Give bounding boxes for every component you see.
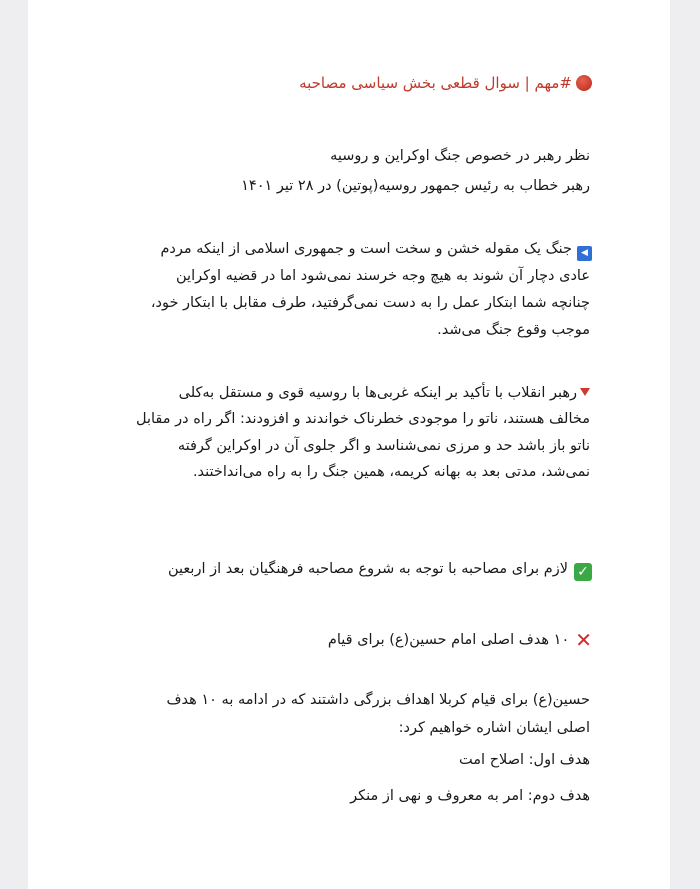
para1-line4: موجب وقوع جنگ می‌شد.: [437, 322, 590, 338]
red-circle-icon: [576, 75, 592, 91]
goal-1: هدف اول: اصلاح امت: [459, 752, 590, 768]
topic-subline: رهبر خطاب به رئیس جمهور روسیه(پوتین) در ۲۸ تیر ۱۴۰۱: [241, 178, 590, 194]
para3-line2: اصلی ایشان اشاره خواهیم کرد:: [398, 720, 590, 736]
green-check-icon: ✓: [574, 563, 592, 581]
check-line: ✓لازم برای مصاحبه با توجه به شروع مصاحبه فرهنگیان بعد از اربعین: [168, 561, 592, 581]
para2-line1: رهبر انقلاب با تأکید بر اینکه غربی‌ها با روسیه قوی و مستقل به‌کلی: [179, 385, 590, 401]
heading: #مهم | سوال قطعی بخش سیاسی مصاحبه: [299, 74, 592, 92]
red-triangle-icon: [580, 388, 590, 396]
red-x-icon: ✕: [575, 628, 592, 652]
para1-line1: ◀جنگ یک مقوله خشن و سخت است و جمهوری اسلامی از اینکه مردم: [160, 241, 592, 261]
goal-2: هدف دوم: امر به معروف و نهی از منکر: [350, 788, 590, 804]
para1-line2: عادی دچار آن شوند به هیچ وجه خرسند نمی‌شود اما در قضیه اوکراین: [176, 268, 590, 284]
para2-line2: مخالف هستند، ناتو را موجودی خطرناک خواندند و افزودند: اگر راه در مقابل: [135, 411, 590, 427]
para1-line3: چنانچه شما ابتکار عمل را به دست نمی‌گرفتید، طرف مقابل با ابتکار خود،: [150, 295, 590, 311]
topic-line: نظر رهبر در خصوص جنگ اوکراین و روسیه: [330, 148, 590, 164]
para3-line1: حسین(ع) برای قیام کربلا اهداف بزرگی داشتند که در ادامه به ۱۰ هدف: [166, 692, 590, 708]
para2-line3: ناتو باز باشد حد و مرزی نمی‌شناسد و اگر جلوی آن در اوکراین گرفته: [177, 438, 590, 454]
para2-line4: نمی‌شد، مدتی بعد به بهانه کریمه، همین جنگ را به راه می‌انداختند.: [192, 464, 590, 480]
document-page: [28, 0, 670, 889]
x-line: ✕۱۰ هدف اصلی امام حسین(ع) برای قیام: [327, 628, 592, 652]
blue-triangle-icon: ◀: [577, 246, 592, 261]
